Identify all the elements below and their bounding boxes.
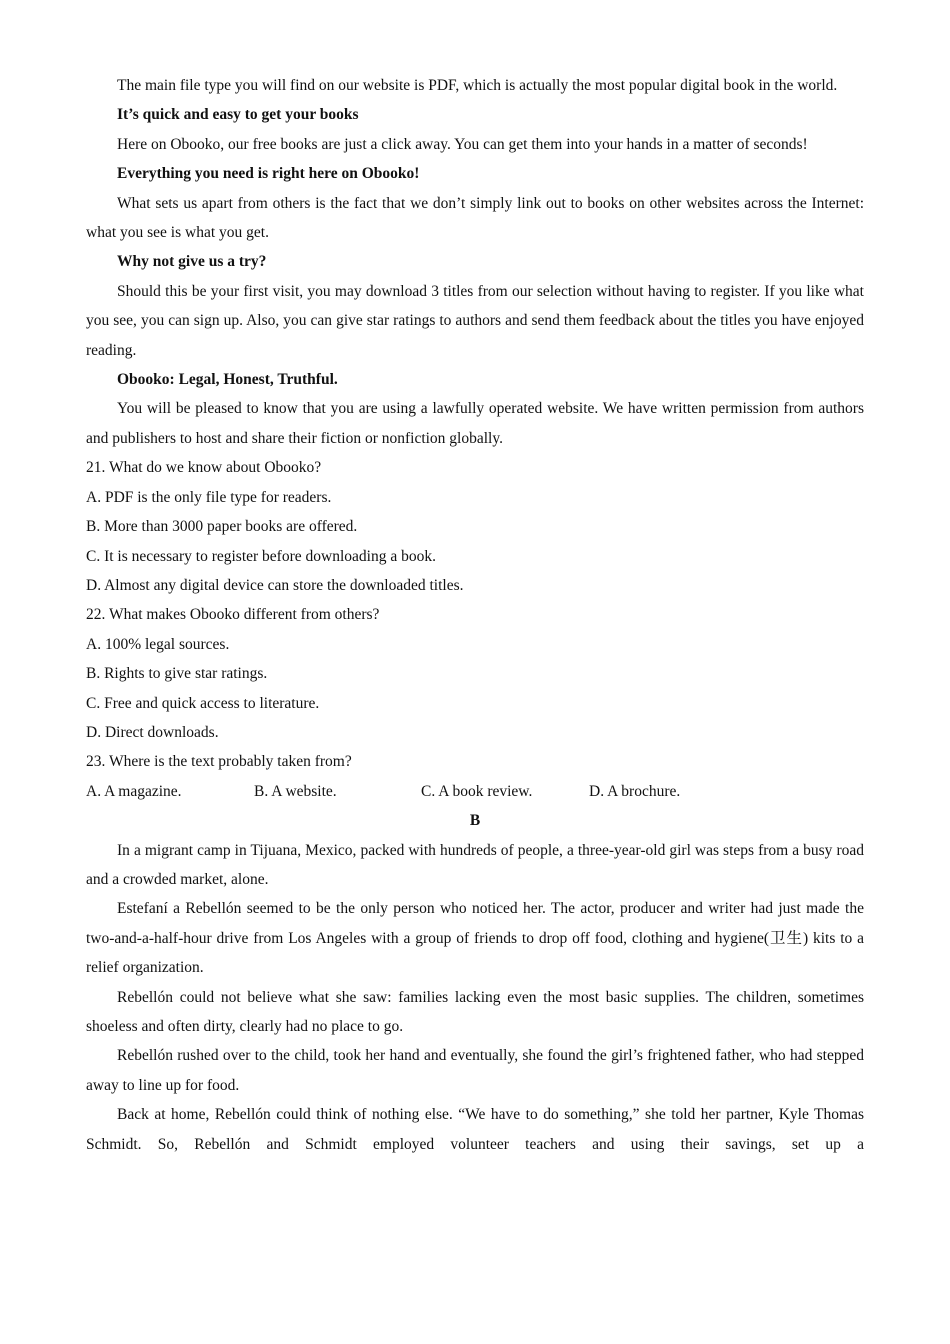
question-23-option-a: A. A magazine.	[86, 782, 182, 800]
question-23-options	[86, 777, 864, 806]
passage-b-paragraph-1: In a migrant camp in Tijuana, Mexico, packed with hundreds of people, a three-year-old girl was steps from a busy road and a crowded market, alone.	[86, 841, 864, 888]
question-22-option-a: A. 100% legal sources.	[86, 635, 230, 653]
question-22-option-b: B. Rights to give star ratings.	[86, 665, 268, 683]
question-23-option-b: B. A website.	[254, 782, 337, 800]
section-heading-legal: Obooko: Legal, Honest, Truthful.	[117, 371, 338, 389]
passage-b-paragraph-5: Back at home, Rebellón could think of nothing else. “We have to do something,” she told her partner, Kyle Thomas Schmidt. So, Rebellón and Schmidt employed volunteer teachers and using their savings, set up a	[86, 1106, 864, 1153]
section-heading-everything: Everything you need is right here on Obooko!	[117, 165, 420, 183]
section-body-legal: You will be pleased to know that you are using a lawfully operated website. We have written permission from authors and publishers to host and share their fiction or nonfiction globally.	[86, 400, 864, 447]
question-21-option-b: B. More than 3000 paper books are offered.	[86, 518, 358, 536]
document-page	[86, 71, 864, 1159]
intro-paragraph: The main file type you will find on our website is PDF, which is actually the most popular digital book in the world.	[117, 77, 838, 94]
section-body-everything: What sets us apart from others is the fact that we don’t simply link out to books on other websites across the Internet: what you see is what you get.	[86, 194, 864, 242]
passage-b-paragraph-4: Rebellón rushed over to the child, took her hand and eventually, she found the girl’s frightened father, who had stepped away to line up for food.	[86, 1047, 864, 1094]
question-21-option-a: A. PDF is the only file type for readers.	[86, 488, 332, 506]
question-22-option-d: D. Direct downloads.	[86, 723, 219, 741]
question-21-option-d: D. Almost any digital device can store the downloaded titles.	[86, 576, 464, 594]
section-heading-quick-easy: It’s quick and easy to get your books	[117, 106, 359, 124]
passage-b-paragraph-3: Rebellón could not believe what she saw: families lacking even the most basic supplies. The children, sometimes shoeless and often dirty, clearly had no place to go.	[86, 988, 864, 1035]
passage-b-paragraph-2: Estefaní a Rebellón seemed to be the only person who noticed her. The actor, producer and writer had just made the two-and-a-half-hour drive from Los Angeles with a group of friends to drop off food, clothing and hygiene(卫生) kits to a relief organization.	[86, 900, 864, 977]
question-21-stem: 21. What do we know about Obooko?	[86, 459, 322, 477]
question-22-stem: 22. What makes Obooko different from others?	[86, 606, 380, 624]
section-body-try: Should this be your first visit, you may download 3 titles from our selection without having to register. If you like what you see, you can sign up. Also, you can give star ratings to authors and send them feedback about the titles you have enjoyed reading.	[86, 282, 864, 359]
section-body-quick-easy: Here on Obooko, our free books are just a click away. You can get them into your hands in a matter of seconds!	[117, 135, 808, 153]
question-23-stem: 23. Where is the text probably taken from?	[86, 753, 352, 771]
question-21-option-c: C. It is necessary to register before downloading a book.	[86, 547, 436, 565]
question-23-option-c: C. A book review.	[421, 782, 533, 800]
passage-b-label: B	[469, 812, 481, 830]
section-heading-try: Why not give us a try?	[117, 253, 267, 271]
question-22-option-c: C. Free and quick access to literature.	[86, 694, 320, 712]
question-23-option-d: D. A brochure.	[589, 782, 681, 800]
